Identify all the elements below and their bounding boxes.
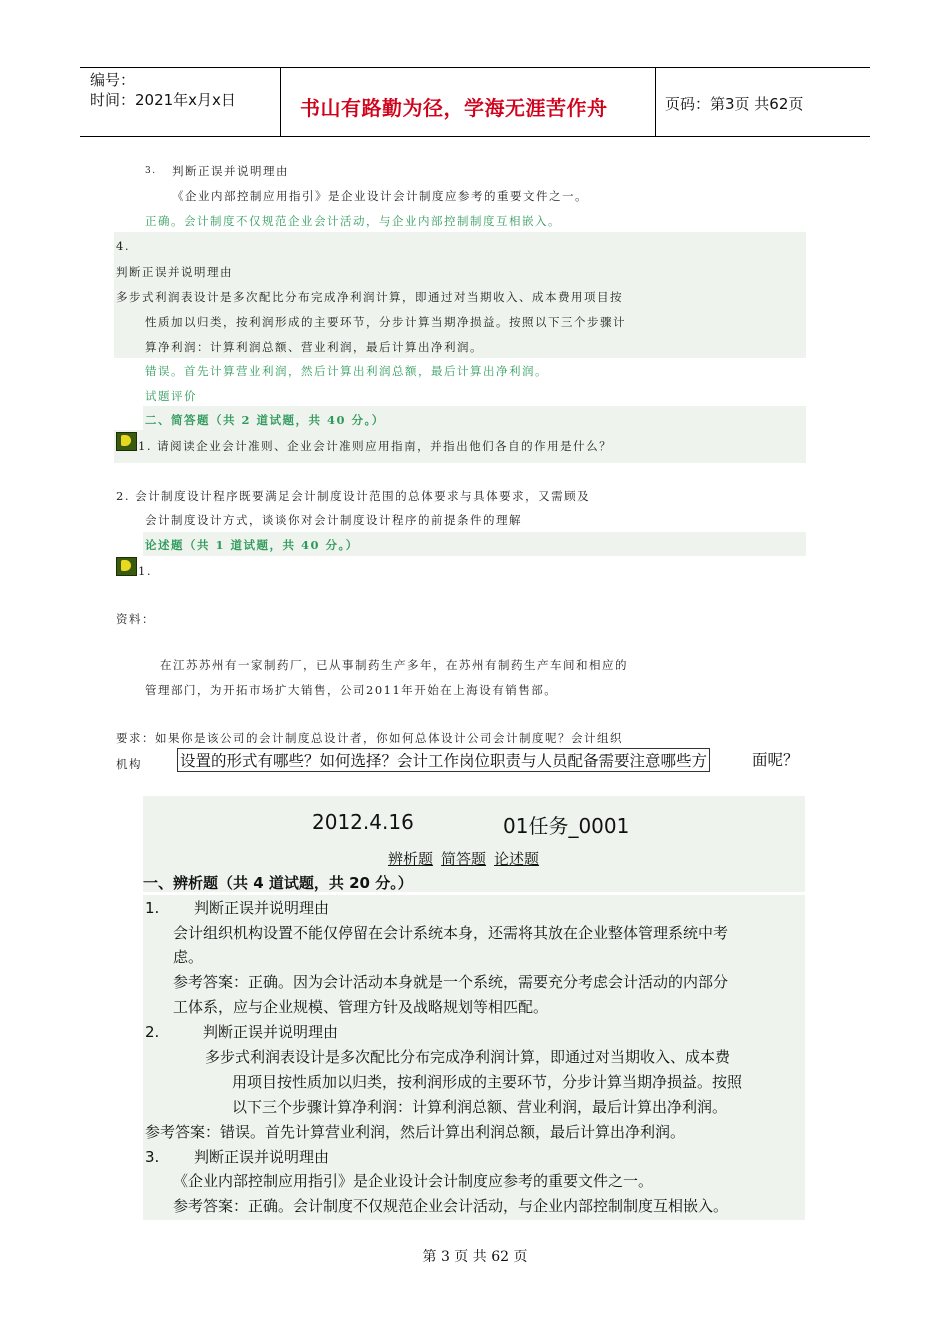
answer-text: 参考答案：错误。首先计算营业利润，然后计算出利润总额，最后计算出净利润。	[145, 1123, 686, 1141]
material-label: 资料：	[116, 612, 155, 626]
link-short-answer[interactable]: 简答题	[441, 850, 487, 868]
question-number: 1.	[138, 564, 152, 578]
evaluation-link[interactable]: 试题评价	[145, 389, 197, 403]
answer-text: 正确。会计制度不仅规范企业会计活动，与企业内部控制制度互相嵌入。	[145, 214, 561, 228]
header-divider	[280, 67, 281, 137]
section-title: 一、辨析题（共 4 道试题，共 20 分。）	[143, 874, 413, 892]
task-date: 2012.4.16	[312, 810, 414, 834]
question-number: 3.	[145, 1148, 160, 1166]
question-statement: 算净利润：计算利润总额、营业利润，最后计算出净利润。	[145, 340, 483, 354]
question-statement: 性质加以归类，按利润形成的主要环节，分步计算当期净损益。按照以下三个步骤计	[145, 315, 626, 329]
speaker-icon[interactable]	[116, 557, 137, 576]
task-name: 01任务_0001	[503, 814, 630, 838]
requirement-text: 要求：如果你是该公司的会计制度总设计者，你如何总体设计公司会计制度呢？会计组织	[116, 731, 623, 745]
header-divider	[655, 67, 656, 137]
material-text: 管理部门，为开拓市场扩大销售，公司2011年开始在上海设有销售部。	[145, 683, 558, 697]
question-number: 2.	[145, 1023, 160, 1041]
question-title: 判断正误并说明理由	[172, 164, 289, 178]
link-analysis[interactable]: 辨析题	[388, 850, 434, 868]
question-statement: 《企业内部控制应用指引》是企业设计会计制度应参考的重要文件之一。	[172, 189, 588, 203]
question-statement: 用项目按性质加以归类，按利润形成的主要环节，分步计算当期净损益。按照	[232, 1073, 743, 1091]
answer-text: 参考答案：正确。会计制度不仅规范企业会计活动，与企业内部控制制度互相嵌入。	[173, 1197, 729, 1215]
question-statement: 会计组织机构设置不能仅停留在会计系统本身，还需将其放在企业整体管理系统中考	[173, 924, 729, 942]
section-links	[388, 849, 547, 869]
question-statement: 以下三个步骤计算净利润：计算利润总额、营业利润，最后计算出净利润。	[232, 1098, 728, 1116]
page-footer: 第 3 页 共 62 页	[422, 1249, 528, 1265]
requirement-text: 面呢？	[752, 751, 799, 769]
requirement-text: 机构	[116, 757, 142, 771]
header-motto: 书山有路勤为径，学海无涯苦作舟	[300, 96, 608, 120]
answer-text: 参考答案：正确。因为会计活动本身就是一个系统，需要充分考虑会计活动的内部分	[173, 973, 729, 991]
question-title: 判断正误并说明理由	[116, 265, 233, 279]
question-text: 2. 会计制度设计程序既要满足会计制度设计范围的总体要求与具体要求，又需顾及	[116, 489, 591, 503]
requirement-highlight: 设置的形式有哪些？如何选择？会计工作岗位职责与人员配备需要注意哪些方	[177, 748, 710, 772]
question-text: 1. 请阅读企业会计准则、企业会计准则应用指南，并指出他们各自的作用是什么？	[138, 439, 613, 453]
header-page-info: 页码：第3页 共62页	[665, 95, 804, 113]
doc-code-label: 编号：	[90, 71, 136, 89]
section-title: 二、简答题（共 2 道试题，共 40 分。）	[145, 413, 385, 427]
question-number: 1.	[145, 899, 160, 917]
question-title: 判断正误并说明理由	[194, 899, 330, 917]
question-number: 4.	[116, 239, 130, 253]
question-title: 判断正误并说明理由	[203, 1023, 339, 1041]
question-statement: 多步式利润表设计是多次配比分布完成净利润计算，即通过对当期收入、成本费用项目按	[116, 290, 623, 304]
material-text: 在江苏苏州有一家制药厂，已从事制药生产多年，在苏州有制药生产车间和相应的	[160, 658, 628, 672]
section-title: 论述题（共 1 道试题，共 40 分。）	[145, 538, 359, 552]
question-number: 3.	[145, 166, 157, 176]
speaker-icon[interactable]	[116, 432, 137, 451]
question-statement: 多步式利润表设计是多次配比分布完成净利润计算，即通过对当期收入、成本费	[205, 1048, 731, 1066]
header-bottom-rule	[80, 136, 870, 137]
answer-text: 错误。首先计算营业利润，然后计算出利润总额，最后计算出净利润。	[145, 364, 548, 378]
header-top-rule	[80, 67, 870, 68]
doc-date-label: 时间：2021年x月x日	[90, 91, 236, 109]
answer-text: 工体系，应与企业规模、管理方针及战略规划等相匹配。	[173, 998, 549, 1016]
question-text: 会计制度设计方式，谈谈你对会计制度设计程序的前提条件的理解	[145, 513, 522, 527]
question-statement: 虑。	[173, 948, 204, 966]
question-title: 判断正误并说明理由	[194, 1148, 330, 1166]
question-statement: 《企业内部控制应用指引》是企业设计会计制度应参考的重要文件之一。	[173, 1172, 654, 1190]
link-essay[interactable]: 论述题	[494, 850, 540, 868]
